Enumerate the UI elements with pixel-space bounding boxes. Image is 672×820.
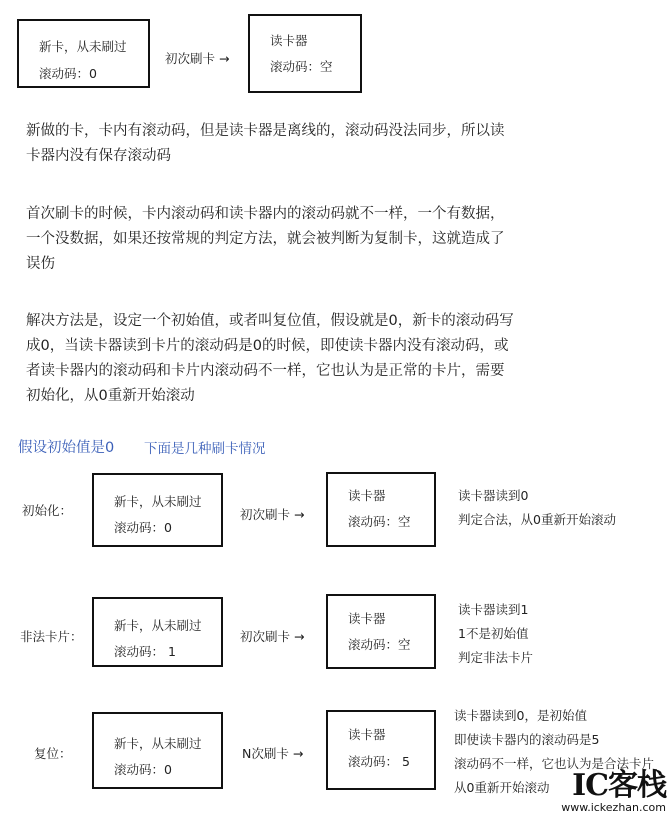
watermark-logo: IC客栈 xyxy=(572,768,666,803)
watermark-url: www.ickezhan.com xyxy=(561,801,666,814)
note-line: 读卡器读到0 xyxy=(458,488,529,503)
paragraph-1 xyxy=(26,119,586,169)
top-reader-box xyxy=(248,14,362,93)
card-rolling-code: 滚动码：0 xyxy=(114,520,172,535)
site-watermark xyxy=(561,768,666,814)
case-card-box xyxy=(92,597,223,667)
reader-rolling-code: 滚动码：空 xyxy=(270,59,333,74)
card-title: 新卡，从未刷过 xyxy=(114,494,202,509)
reader-rolling-code: 滚动码：空 xyxy=(348,637,411,652)
card-rolling-code: 滚动码：0 xyxy=(114,762,172,777)
case-card-box xyxy=(92,712,223,789)
paragraph-line: 初始化，从0重新开始滚动 xyxy=(26,388,195,404)
reader-title: 读卡器 xyxy=(270,33,308,48)
paragraph-3 xyxy=(26,309,586,409)
note-line: 从0重新开始滚动 xyxy=(454,780,550,795)
case-notes xyxy=(458,484,616,532)
card-title: 新卡，从未刷过 xyxy=(39,39,127,54)
note-line: 判定合法，从0重新开始滚动 xyxy=(458,512,616,527)
case-action-label: 初次刷卡 → xyxy=(240,507,305,522)
note-line: 1不是初始值 xyxy=(458,626,529,641)
case-reader-box xyxy=(326,710,436,790)
case-reader-box xyxy=(326,594,436,669)
case-label: 非法卡片： xyxy=(20,629,83,644)
case-card-box xyxy=(92,473,223,547)
note-line: 滚动码不一样，它也认为是合法卡片 xyxy=(454,756,655,771)
note-line: 读卡器读到0，是初始值 xyxy=(454,708,587,723)
case-label: 初始化： xyxy=(22,503,73,518)
assumption-heading: 假设初始值是0 xyxy=(18,440,115,456)
note-line: 即使读卡器内的滚动码是5 xyxy=(454,732,600,747)
case-action-label: 初次刷卡 → xyxy=(240,629,305,644)
case-action-label: N次刷卡 → xyxy=(242,746,304,761)
paragraph-line: 一个没数据，如果还按常规的判定方法，就会被判断为复制卡，这就造成了 xyxy=(26,231,505,247)
paragraph-line: 首次刷卡的时候，卡内滚动码和读卡器内的滚动码就不一样，一个有数据， xyxy=(26,206,505,222)
cases-heading: 下面是几种刷卡情况 xyxy=(144,441,266,457)
note-line: 判定非法卡片 xyxy=(458,650,534,665)
reader-rolling-code: 滚动码： 5 xyxy=(348,754,410,769)
reader-title: 读卡器 xyxy=(348,727,386,742)
card-title: 新卡，从未刷过 xyxy=(114,618,202,633)
note-line: 读卡器读到1 xyxy=(458,602,529,617)
case-notes xyxy=(458,598,533,670)
paragraph-line: 新做的卡，卡内有滚动码，但是读卡器是离线的，滚动码没法同步，所以读 xyxy=(26,123,505,139)
paragraph-line: 误伤 xyxy=(26,256,55,272)
paragraph-2 xyxy=(26,202,586,277)
case-reader-box xyxy=(326,472,436,547)
top-card-box xyxy=(17,19,150,88)
paragraph-line: 成0，当读卡器读到卡片的滚动码是0的时候，即使读卡器内没有滚动码，或 xyxy=(26,338,509,354)
top-action-label: 初次刷卡 → xyxy=(165,51,230,66)
reader-title: 读卡器 xyxy=(348,488,386,503)
case-label: 复位： xyxy=(34,746,72,761)
card-rolling-code: 滚动码：0 xyxy=(39,66,97,81)
paragraph-line: 卡器内没有保存滚动码 xyxy=(26,148,171,164)
reader-rolling-code: 滚动码：空 xyxy=(348,514,411,529)
paragraph-line: 解决方法是，设定一个初始值，或者叫复位值，假设就是0，新卡的滚动码写 xyxy=(26,313,514,329)
paragraph-line: 者读卡器内的滚动码和卡片内滚动码不一样，它也认为是正常的卡片，需要 xyxy=(26,363,505,379)
reader-title: 读卡器 xyxy=(348,611,386,626)
card-title: 新卡，从未刷过 xyxy=(114,736,202,751)
card-rolling-code: 滚动码： 1 xyxy=(114,644,176,659)
